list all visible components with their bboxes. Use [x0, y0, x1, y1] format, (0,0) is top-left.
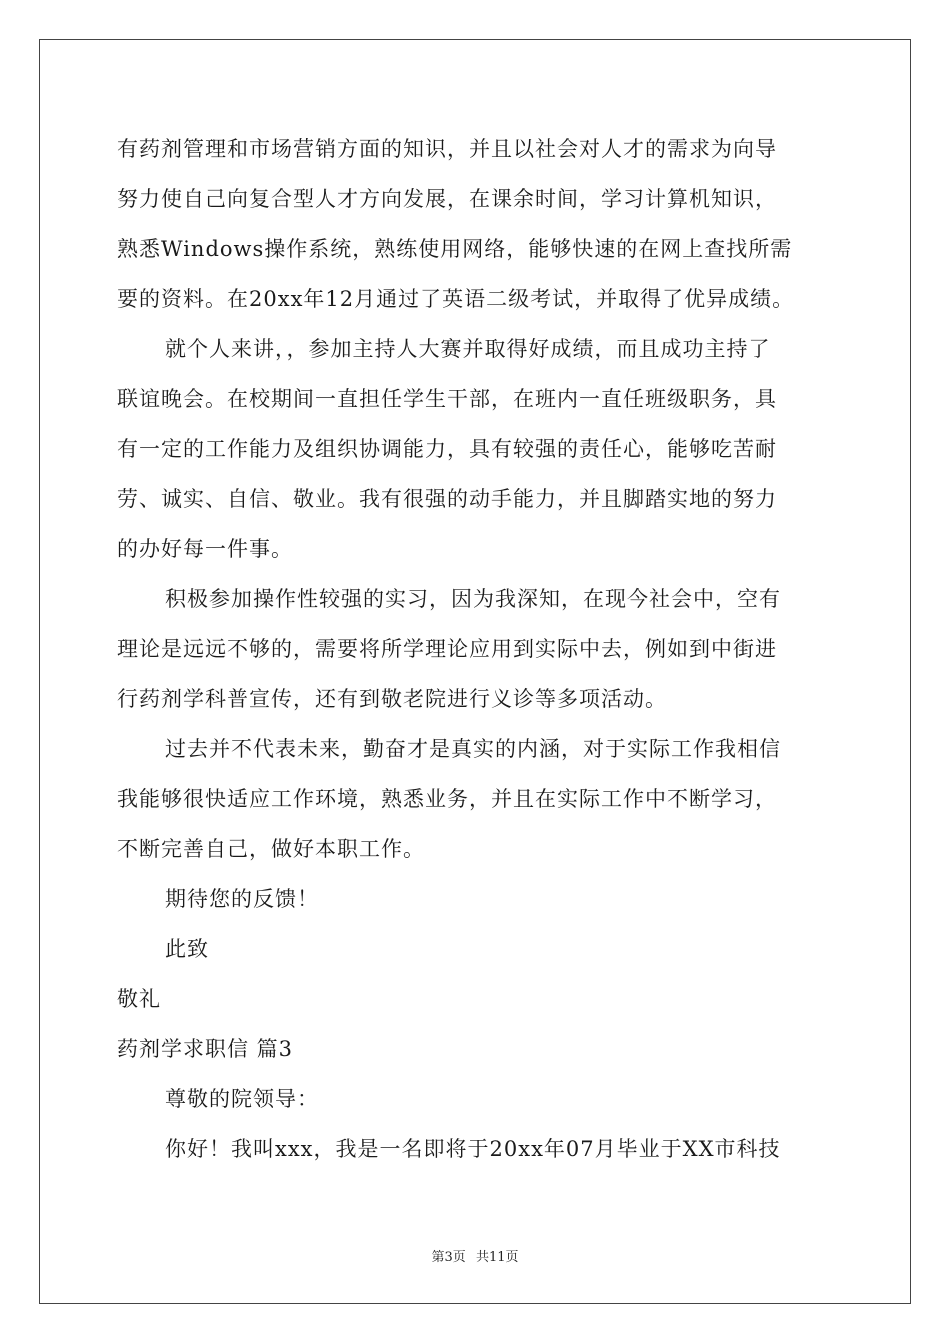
text-line: 理论是远远不够的，需要将所学理论应用到实际中去，例如到中街进 [117, 637, 777, 661]
text-line: 有一定的工作能力及组织协调能力，具有较强的责任心，能够吃苦耐 [117, 437, 777, 461]
text-line: 努力使自己向复合型人才方向发展，在课余时间，学习计算机知识， [117, 187, 777, 211]
text-line: 联谊晚会。在校期间一直担任学生干部，在班内一直任班级职务，具 [117, 387, 777, 411]
text-line: 积极参加操作性较强的实习，因为我深知，在现今社会中，空有 [165, 587, 781, 611]
text-line: 的办好每一件事。 [117, 537, 293, 561]
text-line: 就个人来讲，，参加主持人大赛并取得好成绩，而且成功主持了 [165, 337, 771, 361]
text-line: 行药剂学科普宣传，还有到敬老院进行义诊等多项活动。 [117, 687, 667, 711]
page-total: 共11页 [475, 1250, 519, 1265]
text-line: 不断完善自己，做好本职工作。 [117, 837, 425, 861]
text-line: 你好！我叫xxx，我是一名即将于20xx年07月毕业于XX市科技 [165, 1137, 781, 1161]
text-line: 劳、诚实、自信、敬业。我有很强的动手能力，并且脚踏实地的努力 [117, 487, 777, 511]
text-line: 尊敬的院领导： [165, 1087, 319, 1111]
section-heading: 药剂学求职信 篇3 [117, 1037, 294, 1061]
text-line: 此致 [165, 937, 209, 961]
text-line: 期待您的反馈！ [165, 887, 319, 911]
text-line: 过去并不代表未来，勤奋才是真实的内涵，对于实际工作我相信 [165, 737, 781, 761]
text-line: 敬礼 [117, 987, 161, 1011]
page-footer [0, 1246, 950, 1265]
text-line: 我能够很快适应工作环境，熟悉业务，并且在实际工作中不断学习， [117, 787, 777, 811]
text-line: 要的资料。在20xx年12月通过了英语二级考试，并取得了优异成绩。 [117, 287, 795, 311]
page-number: 第3页 [431, 1250, 466, 1265]
text-line: 有药剂管理和市场营销方面的知识，并且以社会对人才的需求为向导 [117, 137, 777, 161]
text-line: 熟悉Windows操作系统，熟练使用网络，能够快速的在网上查找所需 [117, 237, 793, 261]
